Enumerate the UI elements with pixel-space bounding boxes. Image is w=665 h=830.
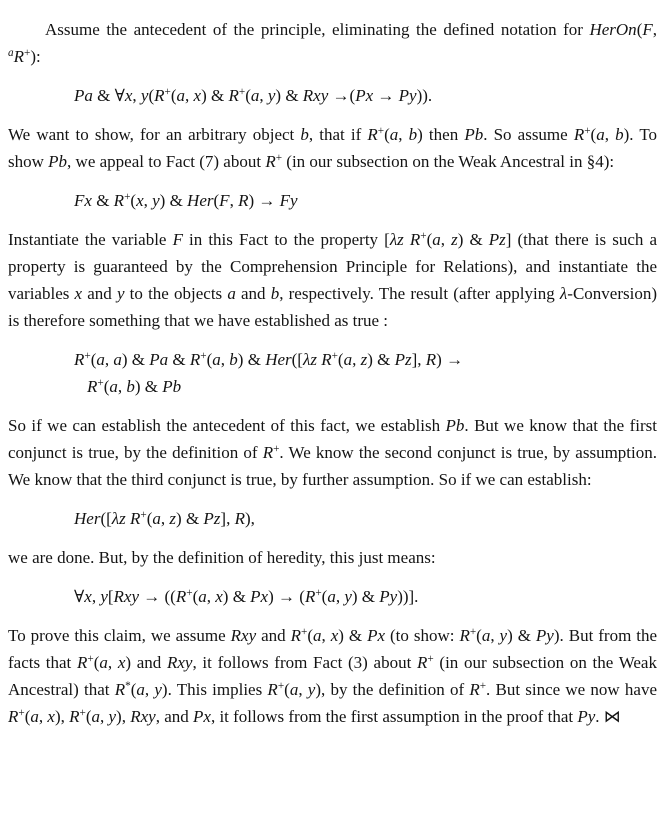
text-segment: , bbox=[652, 20, 657, 39]
text-segment: , bbox=[440, 230, 452, 249]
superscript-text: + bbox=[79, 707, 86, 720]
text-segment: F bbox=[219, 191, 230, 210]
text-segment: ) & bbox=[176, 509, 204, 528]
text-segment: → (( bbox=[139, 587, 176, 606]
text-segment: R bbox=[290, 626, 301, 645]
text-segment: b bbox=[408, 125, 418, 144]
text-segment: y bbox=[154, 680, 162, 699]
text-segment: R bbox=[417, 653, 428, 672]
text-segment: ( bbox=[307, 626, 313, 645]
text-segment: ), by the definition of bbox=[315, 680, 470, 699]
text-segment: R bbox=[175, 587, 187, 606]
text-segment: ( bbox=[590, 125, 597, 144]
text-segment: & ∀ bbox=[92, 86, 125, 105]
text-segment: ( bbox=[146, 509, 153, 528]
text-segment: b bbox=[615, 125, 624, 144]
superscript-text: + bbox=[427, 653, 434, 666]
text-segment: a bbox=[30, 707, 39, 726]
display-formula-10 bbox=[74, 583, 657, 610]
text-segment: Px bbox=[367, 626, 386, 645]
text-segment: y bbox=[140, 86, 149, 105]
text-segment: ( bbox=[148, 86, 155, 105]
text-segment: , bbox=[38, 707, 48, 726]
text-segment: R bbox=[469, 680, 480, 699]
paragraph-5 bbox=[8, 226, 657, 334]
text-segment: ( bbox=[337, 350, 344, 369]
text-segment: ( bbox=[130, 680, 137, 699]
text-segment: a bbox=[327, 587, 336, 606]
text-segment: , bbox=[100, 707, 109, 726]
text-segment: ( bbox=[426, 230, 433, 249]
superscript-text: + bbox=[277, 680, 285, 693]
text-segment: ) then bbox=[417, 125, 465, 144]
text-segment: z bbox=[360, 350, 368, 369]
text-segment: λz R bbox=[389, 230, 421, 249]
text-segment: a bbox=[343, 350, 353, 369]
text-segment: x bbox=[74, 284, 83, 303]
text-segment: , bbox=[104, 350, 114, 369]
superscript-text: + bbox=[84, 350, 91, 363]
text-segment: ( bbox=[93, 653, 100, 672]
text-segment: F bbox=[172, 230, 183, 249]
text-segment: , bbox=[335, 587, 345, 606]
text-segment: ) and bbox=[125, 653, 167, 672]
text-segment: y bbox=[108, 707, 117, 726]
text-segment: Fy bbox=[279, 191, 298, 210]
text-segment: , bbox=[132, 86, 141, 105]
text-segment: -Conversion) is therefore something that we have established as true : bbox=[8, 284, 658, 330]
text-segment: ). But from the facts that bbox=[8, 626, 658, 672]
text-segment: R bbox=[304, 587, 316, 606]
text-segment: a bbox=[113, 350, 122, 369]
text-segment: R bbox=[113, 191, 125, 210]
paragraph-3 bbox=[8, 121, 657, 175]
display-formula-2 bbox=[74, 82, 657, 109]
text-segment: Rxy bbox=[130, 707, 156, 726]
text-segment: (in our subsection on the Weak Ancestral in §4): bbox=[282, 152, 615, 171]
paragraph-9 bbox=[8, 544, 657, 571]
text-segment: Pb bbox=[464, 125, 484, 144]
text-segment: a bbox=[596, 125, 605, 144]
text-segment: ), bbox=[244, 509, 255, 528]
text-segment: → bbox=[373, 86, 399, 105]
text-segment: ([ bbox=[100, 509, 112, 528]
text-segment: So if we can establish the antecedent of this fact, we establish bbox=[8, 416, 446, 435]
text-segment: , bbox=[321, 626, 331, 645]
text-segment: b bbox=[126, 377, 135, 396]
text-segment: R bbox=[265, 152, 276, 171]
text-segment: ( bbox=[192, 587, 199, 606]
text-segment: , it follows from Fact (3) about bbox=[192, 653, 417, 672]
text-segment: Px bbox=[250, 587, 269, 606]
text-segment: ). To show bbox=[8, 125, 658, 171]
text-segment: & bbox=[168, 350, 190, 369]
formula-line bbox=[74, 583, 657, 610]
text-segment: x bbox=[215, 587, 223, 606]
text-segment: Py bbox=[379, 587, 398, 606]
text-segment: to the objects bbox=[124, 284, 228, 303]
text-segment: ( bbox=[245, 86, 251, 105]
text-segment: ( bbox=[636, 20, 643, 39]
text-segment: R bbox=[234, 509, 245, 528]
text-segment: Py bbox=[535, 626, 554, 645]
text-segment: ), bbox=[116, 707, 131, 726]
text-segment: & bbox=[91, 191, 114, 210]
superscript-text: + bbox=[186, 587, 193, 600]
text-segment: Rxy bbox=[167, 653, 193, 672]
text-segment: x bbox=[136, 191, 144, 210]
superscript-text: + bbox=[87, 653, 94, 666]
text-segment: ( bbox=[476, 626, 482, 645]
text-segment: y bbox=[344, 587, 352, 606]
text-segment: ( bbox=[24, 707, 31, 726]
text-segment: ( bbox=[90, 350, 97, 369]
formula-line bbox=[74, 346, 657, 373]
text-segment: ( bbox=[284, 680, 290, 699]
text-segment: λz R bbox=[111, 509, 141, 528]
superscript-text: + bbox=[200, 350, 207, 363]
text-segment: . ⋈ bbox=[595, 707, 621, 726]
text-segment: , bbox=[220, 350, 230, 369]
text-segment: z bbox=[169, 509, 177, 528]
superscript-text: + bbox=[238, 86, 246, 99]
text-segment: R bbox=[74, 350, 85, 369]
text-segment: ) & bbox=[457, 230, 489, 249]
text-segment: , bbox=[144, 680, 155, 699]
display-formula-4 bbox=[74, 187, 657, 214]
paragraph-11 bbox=[8, 622, 657, 730]
text-segment: R bbox=[267, 680, 278, 699]
text-segment: R bbox=[459, 626, 470, 645]
text-segment: , bbox=[259, 86, 268, 105]
text-segment: , we appeal to Fact (7) about bbox=[67, 152, 266, 171]
text-segment: , respectively. The result (after applying bbox=[279, 284, 560, 303]
text-segment: (to show: bbox=[385, 626, 460, 645]
text-segment: a bbox=[152, 509, 161, 528]
text-segment: ( bbox=[85, 707, 92, 726]
text-segment: , bbox=[298, 680, 308, 699]
text-segment: , that if bbox=[308, 125, 368, 144]
superscript-text: + bbox=[273, 443, 280, 456]
text-segment: a bbox=[313, 626, 322, 645]
formula-line bbox=[74, 505, 657, 532]
text-segment: Px bbox=[193, 707, 211, 726]
text-segment: . But we know that the first conjunct is true, by the definition of bbox=[8, 416, 657, 462]
text-segment: a bbox=[250, 86, 260, 105]
text-segment: and bbox=[82, 284, 117, 303]
superscript-text: a bbox=[8, 47, 14, 60]
text-segment: a bbox=[289, 680, 299, 699]
text-segment: a bbox=[227, 284, 236, 303]
text-segment: F bbox=[642, 20, 653, 39]
text-segment: R bbox=[367, 125, 378, 144]
text-segment: Rxy bbox=[302, 86, 329, 105]
superscript-text: + bbox=[164, 86, 171, 99]
text-segment: ( bbox=[103, 377, 110, 396]
text-segment: , bbox=[107, 653, 118, 672]
text-segment: Pb bbox=[445, 416, 465, 435]
text-segment: ( bbox=[213, 191, 220, 210]
superscript-text: + bbox=[469, 626, 477, 639]
text-segment: R bbox=[189, 350, 201, 369]
text-segment: ) & bbox=[338, 626, 368, 645]
text-segment: R bbox=[228, 86, 239, 105]
text-segment: ] (that there is such a property is guaranteed by the Comprehension Principle for Relations), and instantiate the variables bbox=[8, 230, 657, 303]
text-segment: Assume the antecedent of the principle, eliminating the defined notation for bbox=[45, 20, 590, 39]
superscript-text: + bbox=[420, 230, 427, 243]
text-segment: Her bbox=[74, 509, 101, 528]
text-segment: R bbox=[114, 680, 126, 699]
text-segment: x bbox=[47, 707, 55, 726]
text-segment: a bbox=[432, 230, 441, 249]
superscript-text: + bbox=[377, 125, 385, 138]
text-segment: ) & bbox=[201, 86, 229, 105]
text-segment: a bbox=[96, 350, 105, 369]
text-segment: y bbox=[116, 284, 125, 303]
superscript-text: + bbox=[479, 680, 487, 693]
text-segment: ) & bbox=[134, 377, 163, 396]
text-segment: R bbox=[77, 653, 88, 672]
text-segment: ): bbox=[30, 47, 41, 66]
text-segment: Py bbox=[577, 707, 596, 726]
text-segment: ( bbox=[170, 86, 177, 105]
text-segment: b bbox=[229, 350, 238, 369]
superscript-text: + bbox=[331, 350, 338, 363]
text-segment: , bbox=[398, 125, 409, 144]
text-segment: z bbox=[451, 230, 458, 249]
text-segment: , bbox=[604, 125, 616, 144]
text-segment: x bbox=[330, 626, 339, 645]
text-segment: ) → ( bbox=[268, 587, 305, 606]
text-segment: a bbox=[91, 707, 100, 726]
text-segment: , bbox=[352, 350, 361, 369]
text-segment: Pz bbox=[394, 350, 412, 369]
text-segment: a bbox=[389, 125, 399, 144]
text-segment: , bbox=[91, 587, 101, 606]
text-segment: ([ bbox=[291, 350, 303, 369]
text-segment: Fx bbox=[74, 191, 92, 210]
text-segment: y bbox=[267, 86, 276, 105]
text-segment: ( bbox=[321, 587, 328, 606]
text-segment: and bbox=[235, 284, 271, 303]
text-segment: a bbox=[176, 86, 186, 105]
superscript-text: + bbox=[140, 509, 147, 522]
text-segment: λ bbox=[559, 284, 568, 303]
text-segment: ) & bbox=[507, 626, 536, 645]
text-segment: a bbox=[198, 587, 207, 606]
text-segment: →( bbox=[328, 86, 356, 105]
text-segment: , bbox=[185, 86, 194, 105]
text-segment: R bbox=[69, 707, 80, 726]
text-segment: Py bbox=[398, 86, 417, 105]
superscript-text: + bbox=[301, 626, 308, 639]
text-segment: a bbox=[481, 626, 491, 645]
superscript-text: + bbox=[584, 125, 591, 138]
text-segment: HerOn bbox=[589, 20, 637, 39]
display-formula-6 bbox=[74, 346, 657, 400]
text-segment: ( bbox=[206, 350, 213, 369]
text-segment: [ bbox=[107, 587, 114, 606]
superscript-text: + bbox=[97, 377, 104, 390]
text-segment: We want to show, for an arbitrary object bbox=[8, 125, 301, 144]
text-segment: a bbox=[109, 377, 118, 396]
text-segment: ) & bbox=[237, 350, 266, 369]
text-segment: ) & bbox=[159, 191, 188, 210]
text-segment: y bbox=[100, 587, 108, 606]
text-segment: Her bbox=[187, 191, 214, 210]
text-segment: x bbox=[193, 86, 202, 105]
text-segment: ) & bbox=[222, 587, 251, 606]
paragraph-1 bbox=[8, 16, 657, 70]
text-segment: Her bbox=[265, 350, 292, 369]
text-segment: Rxy bbox=[230, 626, 257, 645]
text-segment: b bbox=[270, 284, 280, 303]
text-segment: and bbox=[256, 626, 291, 645]
text-segment: R bbox=[238, 191, 249, 210]
text-segment: y bbox=[499, 626, 508, 645]
display-formula-8 bbox=[74, 505, 657, 532]
text-segment: R bbox=[425, 350, 437, 369]
text-segment: R bbox=[8, 707, 19, 726]
text-segment: ))]. bbox=[397, 587, 419, 606]
text-segment: a bbox=[99, 653, 108, 672]
text-segment: y bbox=[152, 191, 160, 210]
text-segment: . We know the second conjunct is true, by assumption. We know that the third conjunct is true, by further assumption. So if we can establish: bbox=[8, 443, 657, 489]
superscript-text: * bbox=[125, 680, 131, 693]
text-segment: , bbox=[206, 587, 216, 606]
text-segment: x bbox=[124, 86, 133, 105]
text-segment: , bbox=[490, 626, 500, 645]
superscript-text: + bbox=[124, 191, 131, 204]
text-segment: Pa bbox=[74, 86, 93, 105]
text-segment: . So assume bbox=[483, 125, 574, 144]
text-segment: R bbox=[13, 47, 24, 66]
text-segment: Pz bbox=[488, 230, 506, 249]
text-segment: ], bbox=[411, 350, 426, 369]
superscript-text: + bbox=[18, 707, 25, 720]
text-segment: R bbox=[87, 377, 98, 396]
text-segment: , and bbox=[155, 707, 193, 726]
text-segment: )). bbox=[416, 86, 433, 105]
text-segment: ∀ bbox=[74, 587, 85, 606]
text-segment: R bbox=[573, 125, 585, 144]
text-segment: we are done. But, by the definition of heredity, this just means: bbox=[8, 548, 436, 567]
text-segment: ) & bbox=[367, 350, 395, 369]
text-segment: R bbox=[154, 86, 165, 105]
superscript-text: + bbox=[275, 152, 283, 165]
text-segment: , bbox=[117, 377, 127, 396]
formula-line bbox=[74, 187, 657, 214]
text-segment: ( bbox=[130, 191, 137, 210]
text-segment: Rxy bbox=[113, 587, 140, 606]
text-segment: λz R bbox=[302, 350, 332, 369]
text-segment: x bbox=[117, 653, 126, 672]
text-segment: a bbox=[212, 350, 221, 369]
text-segment: To prove this claim, we assume bbox=[8, 626, 231, 645]
formula-line bbox=[74, 82, 657, 109]
text-segment: Pz bbox=[203, 509, 221, 528]
text-segment: , bbox=[160, 509, 170, 528]
text-segment: , bbox=[143, 191, 153, 210]
text-segment: ( bbox=[384, 125, 390, 144]
text-segment: Px bbox=[355, 86, 374, 105]
text-segment: , bbox=[229, 191, 239, 210]
text-segment: ) & bbox=[275, 86, 303, 105]
paragraph-7 bbox=[8, 412, 657, 493]
text-segment: ). This implies bbox=[161, 680, 268, 699]
text-segment: . But since we now have bbox=[486, 680, 658, 699]
text-segment: x bbox=[84, 587, 92, 606]
text-segment: in this Fact to the property [ bbox=[182, 230, 390, 249]
text-segment: Instantiate the variable bbox=[8, 230, 173, 249]
text-segment: a bbox=[136, 680, 145, 699]
text-segment: b bbox=[300, 125, 309, 144]
text-segment: R bbox=[262, 443, 274, 462]
superscript-text: + bbox=[315, 587, 322, 600]
text-segment: Pb bbox=[162, 377, 182, 396]
text-segment: Pa bbox=[149, 350, 169, 369]
text-segment: Pb bbox=[48, 152, 68, 171]
text-segment: y bbox=[307, 680, 316, 699]
formula-line bbox=[74, 373, 657, 400]
text-segment: ], bbox=[220, 509, 235, 528]
text-segment: ) & bbox=[121, 350, 150, 369]
text-segment: (in our subsection on the Weak Ancestral) that bbox=[8, 653, 657, 699]
superscript-text: + bbox=[24, 47, 31, 60]
text-segment: ) → bbox=[248, 191, 280, 210]
text-segment: ) & bbox=[351, 587, 380, 606]
text-segment: ) → bbox=[436, 350, 464, 369]
text-segment: , it follows from the first assumption in the proof that bbox=[210, 707, 578, 726]
text-segment: ), bbox=[54, 707, 70, 726]
